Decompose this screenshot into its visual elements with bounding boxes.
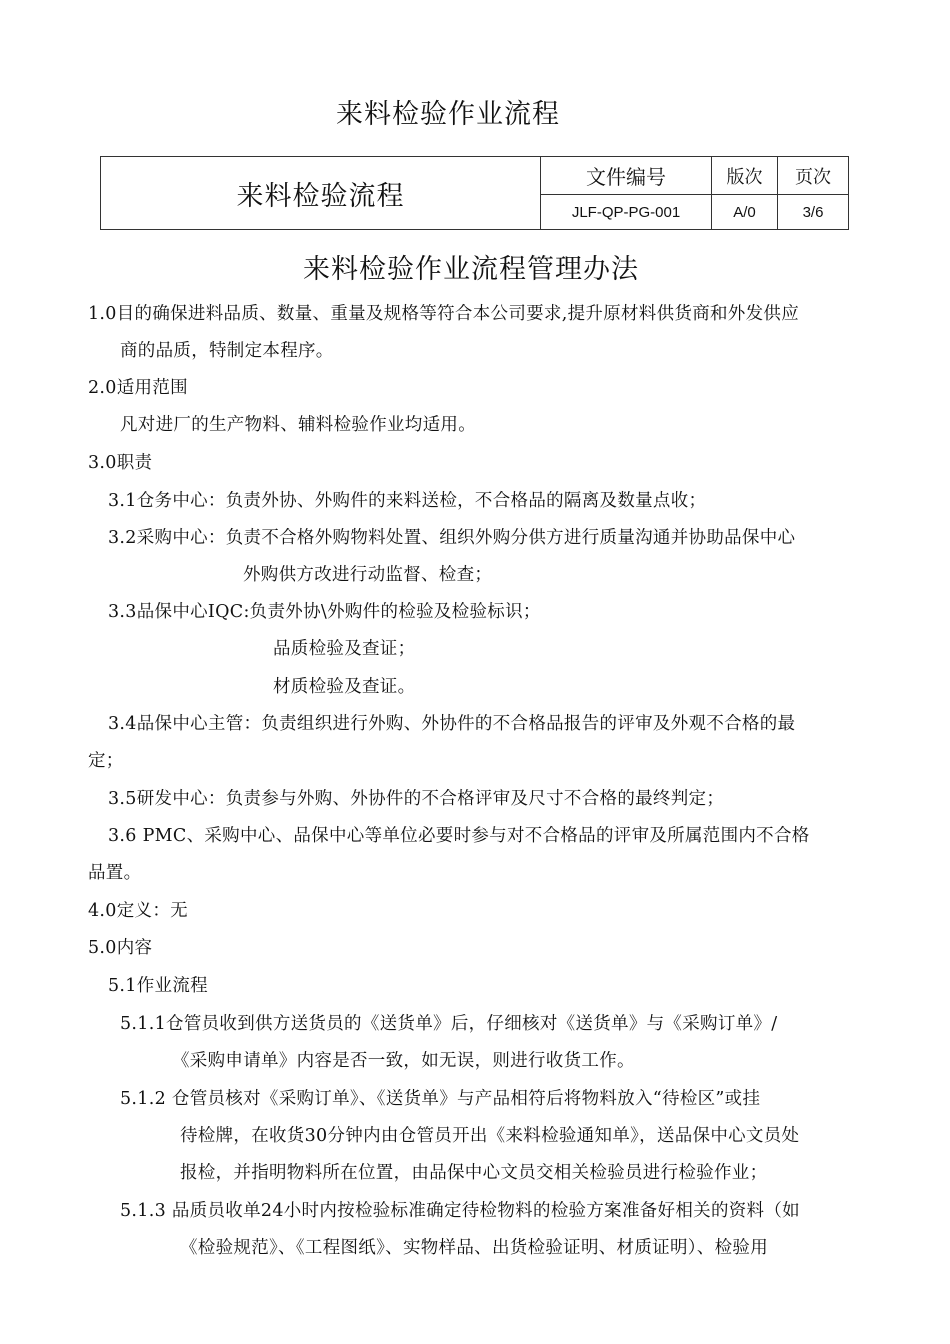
step-5-1-3: 5.1.3 品质员收单24小时内按检验标准确定待检物料的检验方案准备好相关的资料（如	[120, 1201, 800, 1221]
process-name-cell	[101, 157, 541, 229]
document-header-table	[100, 156, 849, 230]
page-cell	[778, 195, 848, 229]
responsibility-3-4-cont: 定；	[88, 751, 124, 771]
document-title: 来料检验作业流程	[336, 99, 560, 130]
step-5-1-1-cont: 《采购申请单》内容是否一致，如无误，则进行收货工作。	[172, 1051, 635, 1071]
definition-heading: 4.0定义：无	[88, 901, 188, 921]
scope-heading: 2.0适用范围	[88, 378, 188, 398]
responsibility-3-6: 3.6 PMC、采购中心、品保中心等单位必要时参与对不合格品的评审及所属范围内不合格	[108, 826, 810, 846]
responsibility-3-2-cont: 外购供方改进行动监督、检查；	[243, 565, 493, 585]
step-5-1-2-cont-2: 报检，并指明物料所在位置，由品保中心文员交相关检验员进行检验作业；	[180, 1163, 768, 1183]
step-5-1-2-cont-1: 待检牌，在收货30分钟内由仓管员开出《来料检验通知单》，送品保中心文员处	[180, 1126, 800, 1146]
page-label-cell	[778, 157, 848, 195]
responsibility-3-1: 3.1仓务中心：负责外协、外购件的来料送检，不合格品的隔离及数量点收；	[108, 491, 707, 511]
responsibility-3-6-cont: 品置。	[88, 863, 142, 883]
responsibility-heading: 3.0职责	[88, 453, 153, 473]
responsibility-3-4: 3.4品保中心主管：负责组织进行外购、外协件的不合格品报告的评审及外观不合格的最	[108, 714, 796, 734]
step-5-1-2: 5.1.2 仓管员核对《采购订单》、《送货单》与产品相符后将物料放入“待检区”或挂	[120, 1089, 761, 1109]
workflow-heading: 5.1作业流程	[108, 976, 208, 996]
responsibility-3-3-item-1: 品质检验及查证；	[273, 639, 416, 659]
version-value: A/0	[733, 203, 756, 221]
document-subtitle: 来料检验作业流程管理办法	[303, 254, 639, 285]
process-name: 来料检验流程	[236, 180, 405, 212]
responsibility-3-3-item-2: 材质检验及查证。	[273, 677, 416, 697]
responsibility-3-2: 3.2采购中心：负责不合格外购物料处置、组织外购分供方进行质量沟通并协助品保中心	[108, 528, 796, 548]
responsibility-3-3: 3.3品保中心IQC:负责外协\外购件的检验及检验标识；	[108, 602, 541, 622]
purpose-line-1: 1.0目的确保进料品质、数量、重量及规格等符合本公司要求,提升原材料供货商和外发供应	[88, 304, 799, 324]
doc-no-value: JLF-QP-PG-001	[571, 203, 681, 221]
doc-no-label-cell	[541, 157, 712, 195]
doc-no-cell	[541, 195, 712, 229]
content-heading: 5.0内容	[88, 938, 153, 958]
step-5-1-1: 5.1.1仓管员收到供方送货员的《送货单》后，仔细核对《送货单》与《采购订单》/	[120, 1014, 778, 1034]
page-label: 页次	[795, 166, 831, 188]
purpose-line-2: 商的品质，特制定本程序。	[120, 341, 334, 361]
responsibility-3-5: 3.5研发中心：负责参与外购、外协件的不合格评审及尺寸不合格的最终判定；	[108, 789, 725, 809]
doc-no-label: 文件编号	[586, 165, 666, 189]
scope-text: 凡对进厂的生产物料、辅料检验作业均适用。	[120, 415, 476, 435]
page-value: 3/6	[802, 203, 824, 221]
step-5-1-3-cont: 《检验规范》、《工程图纸》、实物样品、出货检验证明、材质证明）、检验用	[180, 1238, 768, 1258]
version-label: 版次	[726, 166, 763, 188]
version-label-cell	[712, 157, 778, 195]
version-cell	[712, 195, 778, 229]
